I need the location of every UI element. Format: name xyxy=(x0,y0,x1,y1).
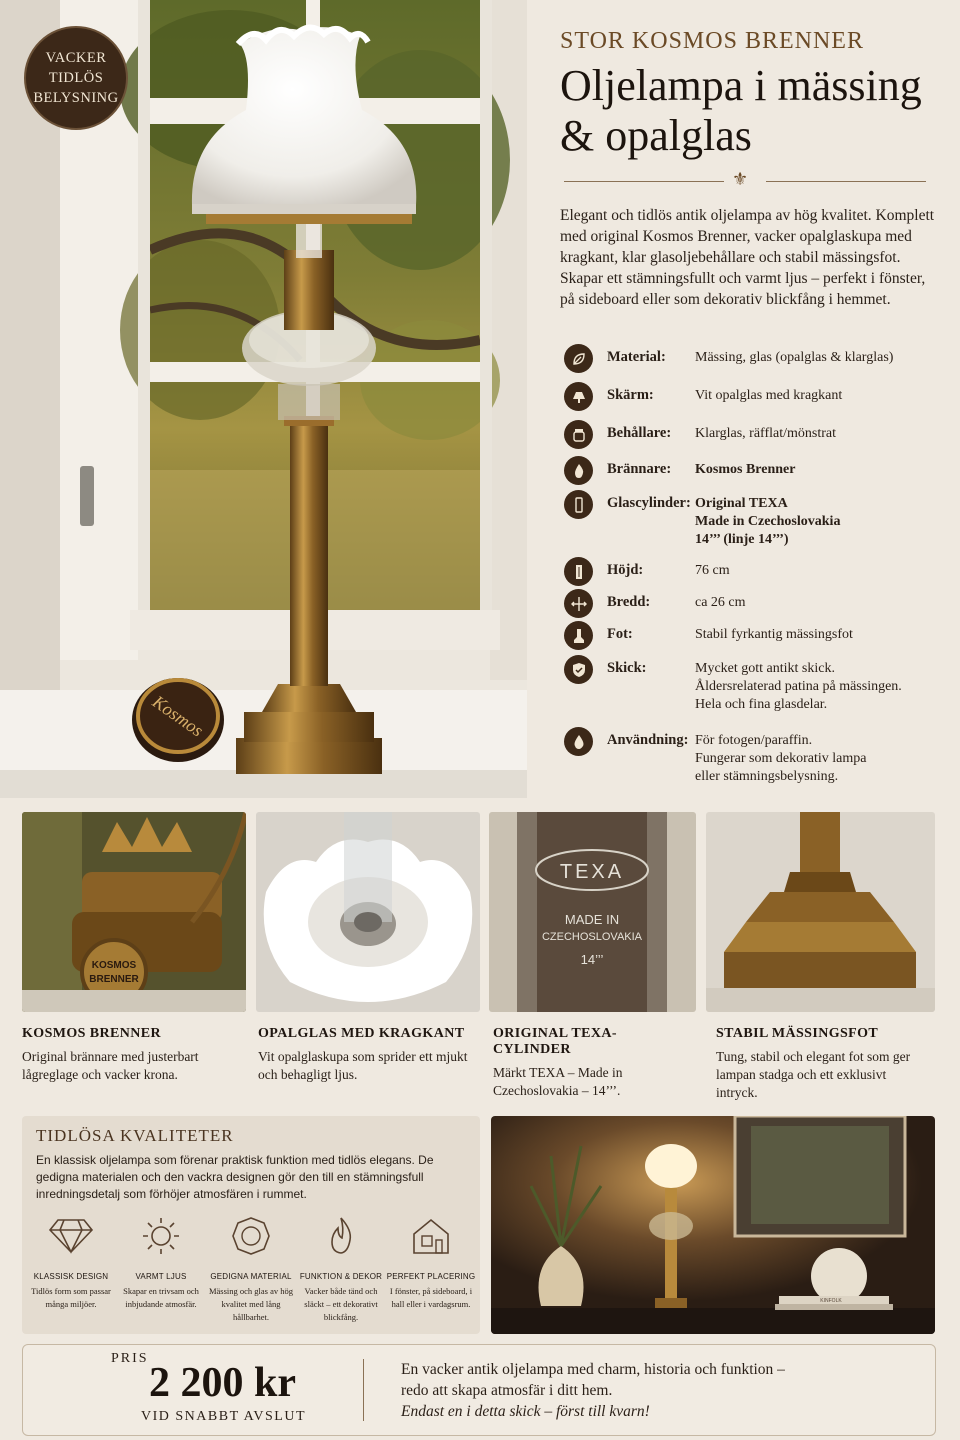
caption-title: ORIGINAL TEXA-CYLINDER xyxy=(493,1026,617,1057)
quality-text: I fönster, på sideboard, i hall eller i vardagsrum. xyxy=(389,1286,473,1309)
diamond-icon xyxy=(48,1216,94,1256)
price-note: VID SNABBT AVSLUT xyxy=(141,1409,307,1424)
page-title xyxy=(560,61,940,161)
quality-title: GEDIGNA MATERIAL xyxy=(210,1272,292,1281)
quality-text: Skapar en trivsam och inbjudande atmosfär. xyxy=(123,1286,199,1309)
house-icon xyxy=(408,1216,454,1256)
quality-text: Mässing och glas av hög kvalitet med lång hållbarhet. xyxy=(208,1286,294,1322)
spec-value: Stabil fyrkantig mässingsfot xyxy=(695,627,853,642)
spec-value: 76 cm xyxy=(695,563,730,578)
intro-text: Elegant och tidlös antik oljelampa av hög kvalitet. Komplett med original Kosmos Brenner, vacker opalglaskupa med kragkant, klar glasoljebehållare och stabil mässingsfot. Skapar ett stämningsfullt och varmt ljus – perfekt i fönster, på sideboard eller som dekorativ blickfång i hemmet. xyxy=(560,207,935,308)
width-icon xyxy=(564,589,593,618)
cylinder-icon xyxy=(564,490,593,519)
qualities-text: En klassisk oljelampa som förenar praktisk funktion med tidlös elegans. De gedigna materialen och den vackra designen gör den till en stämningsfull inredningsdetalj som förhöjer atmosfären i rummet. xyxy=(36,1153,434,1201)
thumb-burner-photo xyxy=(22,812,246,1012)
base-icon xyxy=(564,621,593,650)
badge-line-3: BELYSNING xyxy=(33,90,119,106)
shield-icon xyxy=(564,655,593,684)
spec-label: Skick: xyxy=(607,660,647,676)
sun-icon xyxy=(138,1216,184,1256)
lampshade-icon xyxy=(564,382,593,411)
badge-icon xyxy=(228,1216,274,1256)
quality-function xyxy=(296,1216,386,1324)
quality-title: VARMT LJUS xyxy=(135,1272,187,1281)
caption-text: Vit opalglaskupa som sprider ett mjukt och behagligt ljus. xyxy=(258,1049,468,1082)
kosmos-tin xyxy=(132,678,224,762)
thumb-base-photo xyxy=(706,812,935,1012)
caption-title: OPALGLAS MED KRAGKANT xyxy=(258,1026,465,1041)
quality-warm-light xyxy=(116,1216,206,1311)
badge-line-2: TIDLÖS xyxy=(48,70,104,86)
caption-text: Tung, stabil och elegant fot som ger lampan stadga och ett exklusivt intryck. xyxy=(716,1049,911,1100)
hero-photo xyxy=(0,0,527,798)
spec-value: ca 26 cm xyxy=(695,595,746,610)
fleur-de-lis-icon: ⚜ xyxy=(732,169,749,190)
flame-icon xyxy=(564,456,593,485)
caption-base xyxy=(716,1026,916,1102)
thumb-shade-photo xyxy=(256,812,480,1012)
price-label: PRIS xyxy=(111,1351,149,1366)
room-photo xyxy=(491,1116,935,1334)
spec-value: Mycket gott antikt skick. Åldersrelaterad patina på mässingen. Hela och fina glasdelar. xyxy=(695,661,902,712)
spec-label: Användning: xyxy=(607,732,689,748)
caption-title: STABIL MÄSSINGSFOT xyxy=(716,1026,879,1041)
spec-label: Glascylinder: xyxy=(607,495,691,511)
quality-text: Tidlös form som passar många miljöer. xyxy=(31,1286,111,1309)
price-amount: 2 200 kr xyxy=(149,1360,296,1406)
spec-label: Höjd: xyxy=(607,562,644,578)
jar-icon xyxy=(564,420,593,449)
pitch-line-2: redo att skapa atmosfär i ditt hem. xyxy=(401,1382,613,1399)
quality-title: KLASSISK DESIGN xyxy=(33,1272,109,1281)
cylinder-etch-line-2: CZECHOSLOVAKIA xyxy=(541,931,643,943)
height-icon xyxy=(564,557,593,586)
burner-label-line-2: BRENNER xyxy=(89,974,139,985)
room-book-label: KINFOLK xyxy=(820,1298,842,1304)
drop-icon xyxy=(564,727,593,756)
spec-value: Original TEXA Made in Czechoslovakia 14’’’ (linje 14’’’) xyxy=(695,496,841,547)
badge-line-1: VACKER xyxy=(45,50,107,66)
qualities-title: TIDLÖSA KVALITETER xyxy=(36,1126,234,1145)
caption-title: KOSMOS BRENNER xyxy=(22,1026,162,1041)
quality-classic xyxy=(26,1216,116,1311)
spec-value: Mässing, glas (opalglas & klarglas) xyxy=(695,350,894,365)
title-line-1: Oljelampa i mässing xyxy=(560,61,922,110)
leaf-icon xyxy=(564,344,593,373)
tin-label: Kosmos xyxy=(148,691,208,741)
caption-text: Märkt TEXA – Made in Czechoslovakia – 14’’’. xyxy=(493,1065,623,1098)
spec-value: Kosmos Brenner xyxy=(695,462,796,477)
quality-text: Vacker både tänd och släckt – ett dekorativt blickfång. xyxy=(304,1286,378,1322)
qualities-panel xyxy=(22,1116,480,1334)
spec-value: Klarglas, räfflat/mönstrat xyxy=(695,426,836,441)
pitch-line-1: En vacker antik oljelampa med charm, historia och funktion – xyxy=(401,1361,785,1378)
quality-title: FUNKTION & DEKOR xyxy=(299,1272,383,1281)
spec-label: Bredd: xyxy=(607,594,651,610)
quality-title: PERFEKT PLACERING xyxy=(386,1272,476,1281)
thumb-cylinder-photo xyxy=(489,812,696,1012)
caption-shade xyxy=(258,1026,480,1084)
badge-timeless xyxy=(24,26,128,130)
flame-outline-icon xyxy=(318,1216,364,1256)
price-divider xyxy=(363,1359,364,1421)
ornament-divider xyxy=(560,171,940,193)
quality-placement xyxy=(386,1216,476,1311)
spec-label: Behållare: xyxy=(607,425,672,441)
product-header xyxy=(560,28,940,310)
cylinder-etch-size: 14’’’ xyxy=(580,952,604,967)
caption-burner xyxy=(22,1026,246,1084)
caption-text: Original brännare med justerbart lågreglage och vacker krona. xyxy=(22,1049,199,1082)
cylinder-etch-line-1: MADE IN xyxy=(564,912,620,927)
spec-label: Fot: xyxy=(607,626,633,642)
quality-materials xyxy=(206,1216,296,1324)
spec-value: För fotogen/paraffin. Fungerar som dekorativ lampa eller stämningsbelysning. xyxy=(695,733,867,784)
pitch-line-3: Endast en i detta skick – först till kvarn! xyxy=(401,1403,650,1420)
pitch-text xyxy=(401,1359,785,1422)
burner-label-line-1: KOSMOS xyxy=(91,960,137,971)
price-bar xyxy=(22,1344,936,1436)
caption-cylinder xyxy=(493,1026,693,1100)
spec-value: Vit opalglas med kragkant xyxy=(695,388,843,403)
cylinder-etch-brand: TEXA xyxy=(559,861,625,883)
spec-label: Material: xyxy=(607,349,666,365)
kicker: STOR KOSMOS BRENNER xyxy=(560,28,864,54)
spec-label: Brännare: xyxy=(607,461,672,477)
spec-label: Skärm: xyxy=(607,387,654,403)
title-line-2: & opalglas xyxy=(560,111,752,160)
